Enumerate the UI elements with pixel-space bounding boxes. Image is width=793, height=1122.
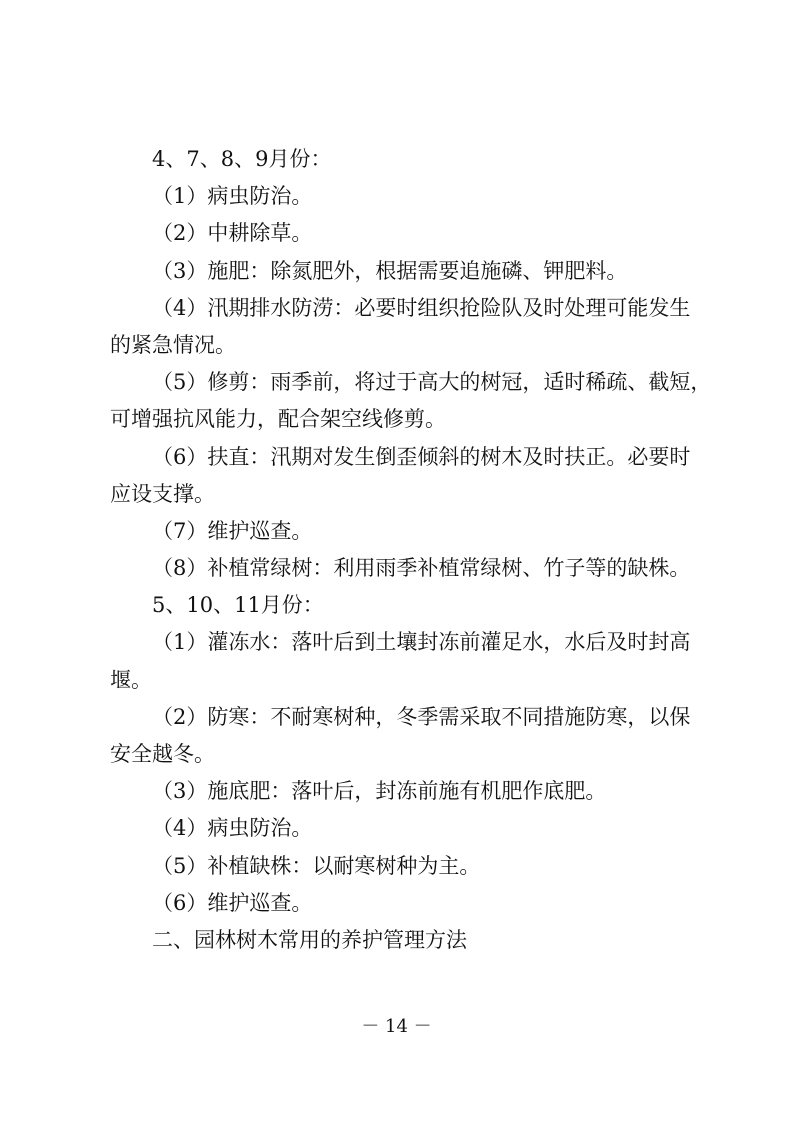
body-text (110, 141, 712, 959)
text-line: 堰。 (110, 667, 152, 692)
text-line: （5）修剪：雨季前，将过于高大的树冠，适时稀疏、截短， (152, 370, 712, 395)
text-line: （8）补植常绿树：利用雨季补植常绿树、竹子等的缺株。 (152, 556, 691, 581)
text-line: 应设支撑。 (110, 481, 215, 506)
text-line: 二、园林树木常用的养护管理方法 (152, 927, 467, 952)
text-line: （7）维护巡查。 (152, 518, 313, 543)
page-number: － 14 － (361, 1016, 432, 1037)
text-line: （6）扶直：汛期对发生倒歪倾斜的树木及时扶正。必要时 (152, 444, 691, 469)
text-line: （5）补植缺株：以耐寒树种为主。 (152, 853, 481, 878)
text-line: 5、10、11月份： (152, 593, 324, 618)
text-line: （6）维护巡查。 (152, 890, 313, 915)
text-line: 可增强抗风能力，配合架空线修剪。 (110, 407, 446, 432)
text-line: （2）中耕除草。 (152, 221, 313, 246)
text-line: （3）施肥：除氮肥外，根据需要追施磷、钾肥料。 (152, 258, 628, 283)
text-line: （4）汛期排水防涝：必要时组织抢险队及时处理可能发生 (152, 295, 691, 320)
text-line: （4）病虫防治。 (152, 816, 313, 841)
text-line: 安全越冬。 (110, 742, 215, 766)
text-line: （1）灌冻水：落叶后到土壤封冻前灌足水，水后及时封高 (152, 630, 691, 655)
text-line: （2）防寒：不耐寒树种，冬季需采取不同措施防寒，以保 (152, 704, 691, 729)
text-line: 的紧急情况。 (110, 332, 236, 357)
text-line: （3）施底肥：落叶后，封冻前施有机肥作底肥。 (152, 779, 607, 804)
text-line: （1）病虫防治。 (152, 184, 313, 209)
text-line: 4、7、8、9月份： (152, 147, 332, 171)
